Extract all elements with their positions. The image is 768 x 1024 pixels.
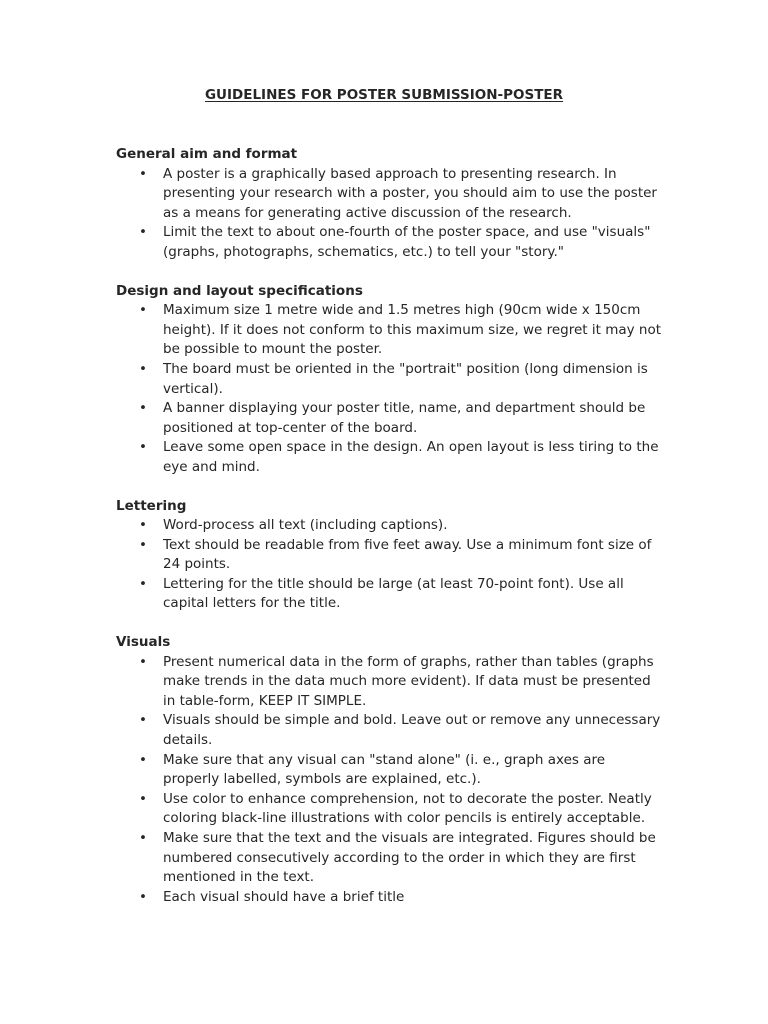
document-body	[116, 145, 661, 926]
bullet-item: • The board must be oriented in the "portrait" position (long dimension is vertical).	[116, 360, 661, 399]
section-heading: Visuals	[116, 634, 171, 651]
section-design-layout	[116, 282, 661, 478]
bullet-item: • Limit the text to about one-fourth of the poster space, and use "visuals" (graphs, photographs, schematics, etc.) to tell your "story."	[116, 223, 661, 262]
section-visuals	[116, 633, 661, 907]
bullet-item: • Make sure that any visual can "stand alone" (i. e., graph axes are properly labelled, symbols are explained, etc.).	[116, 751, 661, 790]
section-heading: Design and layout specifications	[116, 282, 363, 299]
section-heading: Lettering	[116, 497, 187, 514]
bullet-item: • Lettering for the title should be large (at least 70-point font). Use all capital letters for the title.	[116, 575, 661, 614]
bullet-item: • Make sure that the text and the visuals are integrated. Figures should be numbered consecutively according to the order in which they are first mentioned in the text.	[116, 829, 661, 888]
section-general-aim	[116, 145, 661, 263]
bullet-item: • Present numerical data in the form of graphs, rather than tables (graphs make trends in the data much more evident). If data must be presented in table-form, KEEP IT SIMPLE.	[116, 653, 661, 712]
bullet-list	[116, 301, 661, 477]
document-title: GUIDELINES FOR POSTER SUBMISSION-POSTER	[204, 87, 564, 103]
bullet-item: • A poster is a graphically based approach to presenting research. In presenting your research with a poster, you should aim to use the poster as a means for generating active discussion of the research.	[116, 165, 661, 224]
bullet-item: • Use color to enhance comprehension, not to decorate the poster. Neatly coloring black-line illustrations with color pencils is entirely acceptable.	[116, 790, 661, 829]
section-heading: General aim and format	[116, 146, 298, 162]
bullet-item: • Word-process all text (including captions).	[116, 516, 661, 536]
section-lettering	[116, 497, 661, 615]
bullet-item: • Each visual should have a brief title	[116, 888, 661, 908]
bullet-item: • Visuals should be simple and bold. Leave out or remove any unnecessary details.	[116, 711, 661, 750]
bullet-item: • A banner displaying your poster title, name, and department should be positioned at top-center of the board.	[116, 399, 661, 438]
bullet-item: • Maximum size 1 metre wide and 1.5 metres high (90cm wide x 150cm height). If it does not conform to this maximum size, we regret it may not be possible to mount the poster.	[116, 301, 661, 360]
bullet-list	[116, 165, 661, 263]
bullet-list	[116, 653, 661, 908]
bullet-item: • Leave some open space in the design. An open layout is less tiring to the eye and mind.	[116, 438, 661, 477]
bullet-item: • Text should be readable from five feet away. Use a minimum font size of 24 points.	[116, 536, 661, 575]
bullet-list	[116, 516, 661, 614]
